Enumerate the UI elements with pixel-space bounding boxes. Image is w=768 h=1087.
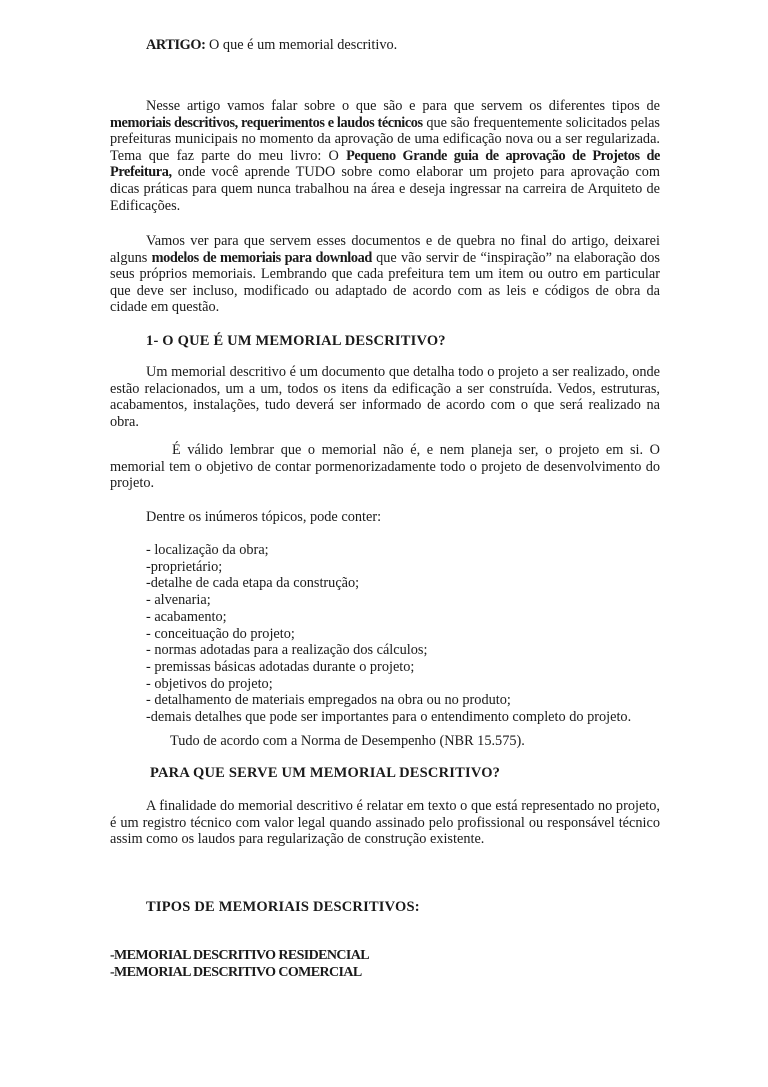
list-item: -MEMORIAL DESCRITIVO COMERCIAL (110, 964, 362, 980)
intro-paragraph-1 (110, 98, 660, 214)
norma-note: Tudo de acordo com a Norma de Desempenho (NBR 15.575). (170, 733, 525, 749)
text: que vão servir de “inspiração” na elaboração dos seus próprios memoriais. Lembrando que cada prefeitura tem um item ou outro em particular que deve ser incluso, modificado ou adaptado de acordo com as leis e códigos de obra da cidade em questão. (110, 249, 660, 316)
list-item: - conceituação do projeto; (146, 625, 295, 642)
article-title-text: O que é um memorial descritivo. (205, 37, 398, 53)
bold-text: modelos de memoriais para download (151, 249, 372, 266)
section-1-heading: 1- O QUE É UM MEMORIAL DESCRITIVO? (146, 333, 446, 349)
list-item: - acabamento; (146, 608, 227, 625)
section-1-paragraph-2: É válido lembrar que o memorial não é, e nem planeja ser, o projeto em si. O memorial tem o objetivo de contar pormenorizadamente todo o projeto de desenvolvimento do projeto. (110, 442, 660, 492)
list-item: -demais detalhes que pode ser importantes para o entendimento completo do projeto. (146, 709, 632, 726)
text: Nesse artigo vamos falar sobre o que são e para que servem os diferentes tipos de (146, 98, 660, 114)
text: Vamos ver para que servem esses documentos e de quebra no final do artigo, deixarei alguns (110, 233, 660, 266)
section-2-heading: PARA QUE SERVE UM MEMORIAL DESCRITIVO? (150, 765, 501, 781)
section-2-paragraph: A finalidade do memorial descritivo é relatar em texto o que está representado no projeto, é um registro técnico com valor legal quando assinado pelo profissional ou responsável técnico assim como os laudos para regularização de construção existente. (110, 798, 660, 848)
list-item: - premissas básicas adotadas durante o projeto; (146, 658, 415, 675)
list-item: - detalhamento de materiais empregados na obra ou no produto; (146, 692, 511, 709)
list-item: -detalhe de cada etapa da construção; (146, 575, 360, 592)
section-1-paragraph-1: Um memorial descritivo é um documento que detalha todo o projeto a ser realizado, onde estão relacionados, um a um, todos os itens da edificação a ser construída. Vedos, estruturas, acabamentos, instalações, tudo deverá ser informado de acordo com o que será realizado na obra. (110, 364, 660, 430)
text: onde você aprende TUDO sobre como elaborar um projeto para aprovação com dicas práticas para quem nunca trabalhou na área e deseja ingressar na carreira de Arquiteto de Edificações. (110, 164, 660, 214)
list-item: - alvenaria; (146, 592, 211, 609)
list-item: -proprietário; (146, 558, 223, 575)
list-item: -MEMORIAL DESCRITIVO RESIDENCIAL (110, 948, 370, 963)
text: que são frequentemente solicitados pelas prefeituras municipais no momento da aprovação de uma edificação nova ou a ser regularizada. Tema que faz parte do meu livro: O (110, 114, 660, 164)
article-title (146, 37, 646, 54)
bold-text: memoriais descritivos, requerimentos e laudos técnicos (110, 114, 423, 131)
list-item: - normas adotadas para a realização dos cálculos; (146, 642, 428, 659)
intro-paragraph-2 (110, 233, 660, 316)
memorial-types-list (110, 948, 660, 981)
list-item: - localização da obra; (146, 542, 269, 558)
list-item: - objetivos do projeto; (146, 675, 273, 692)
section-3-heading: TIPOS DE MEMORIAIS DESCRITIVOS: (146, 899, 420, 915)
book-title: Pequeno Grande guia de aprovação de Projetos de Prefeitura, (110, 147, 660, 181)
list-intro: Dentre os inúmeros tópicos, pode conter: (146, 509, 382, 525)
article-label: ARTIGO: (146, 37, 206, 53)
topics-list (146, 542, 666, 726)
